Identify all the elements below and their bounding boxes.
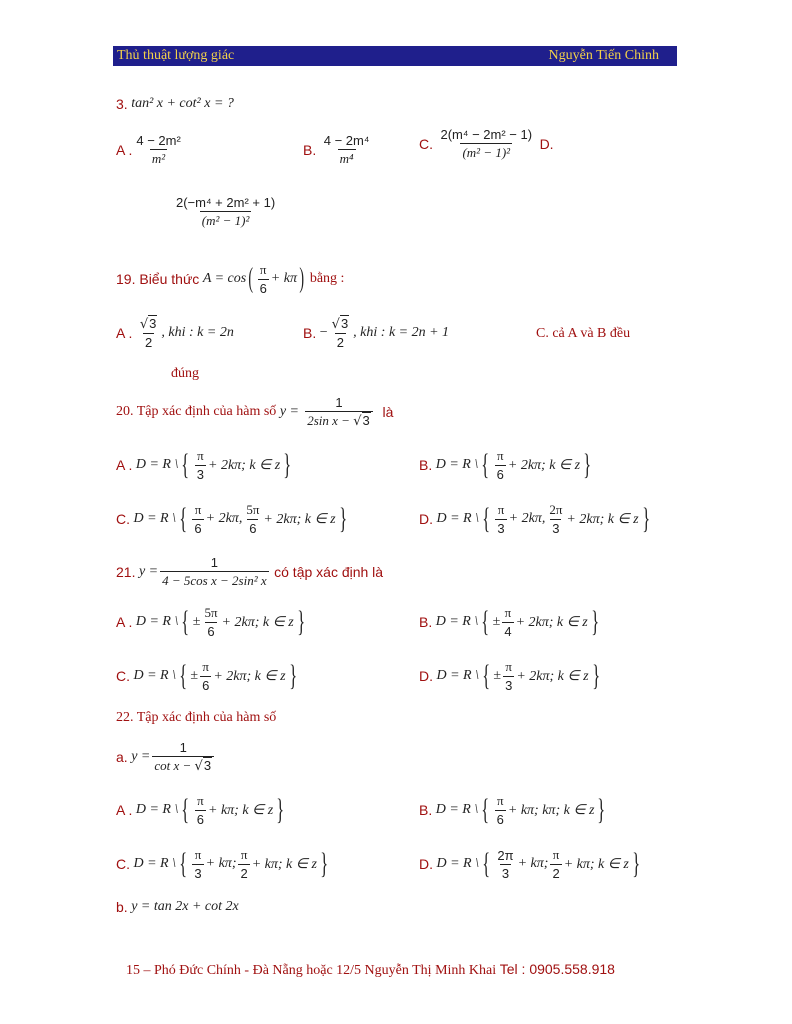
q20-option-c: C. D = R \ { $\frac{\pi}{6}$ + 2kπ, $\frac{5\pi}{6}$ + 2kπ; k ∈ z } xyxy=(116,502,347,536)
q21-question: 21. y = $\frac{1}{\text{4 − 5cos x − 2sin² x}}$ có tập xác định là xyxy=(116,555,384,588)
q19-option-c-cont: đúng xyxy=(171,366,199,381)
q3-option-b: B. $\frac{\text{4 − 2m⁴}}{\text{m⁴}}$ xyxy=(303,133,370,166)
q21-option-b: B. D = R \ { ± $\frac{\pi}{4}$ + 2kπ; k ∈ z } xyxy=(419,605,599,639)
q22-option-a: A . D = R \ { $\frac{\pi}{6}$ + kπ; k ∈ z } xyxy=(116,793,285,827)
q19-option-c: C. cả A và B đều xyxy=(536,326,631,341)
q21-option-c: C. D = R \ { ± $\frac{\pi}{6}$ + 2kπ; k ∈ z } xyxy=(116,659,297,693)
q22-option-b: B. D = R \ { $\frac{\pi}{6}$ + kπ; kπ; k ∈ z } xyxy=(419,793,606,827)
q22-option-c: C. D = R \ { $\frac{\pi}{3}$ + kπ; $\frac{\pi}{2}$ + kπ; k ∈ z } xyxy=(116,847,329,881)
q20-option-d: D. D = R \ { $\frac{\pi}{3}$ + 2kπ, $\frac{2\pi}{3}$ + 2kπ; k ∈ z } xyxy=(419,502,650,536)
q22-question: 22. Tập xác định của hàm số xyxy=(116,710,277,725)
footer-address: 15 – Phó Đức Chính - Đà Nẵng hoặc 12/5 Nguyễn Thị Minh Khai xyxy=(126,963,497,978)
q21-option-d: D. D = R \ { ± $\frac{\pi}{3}$ + 2kπ; k ∈ z } xyxy=(419,659,600,693)
q3-option-c: C. $\frac{\text{2(m⁴ − 2m² − 1)}}{\text{(m² − 1)²}}$ D. xyxy=(419,127,554,160)
q19-option-b: B. − $\frac{√3}{2}$ , khi : k = 2n + 1 xyxy=(303,316,450,350)
q20-option-b: B. D = R \ { $\frac{\pi}{6}$ + 2kπ; k ∈ z } xyxy=(419,448,592,482)
q20-option-a: A . D = R \ { $\frac{\pi}{3}$ + 2kπ; k ∈ z } xyxy=(116,448,292,482)
header-author: Nguyễn Tiến Chinh xyxy=(548,48,659,63)
q3-option-a: A . $\frac{\text{4 − 2m²}}{\text{m²}}$ xyxy=(116,133,181,166)
q19-question: 19. Biểu thức A = cos ( $\frac{\pi}{6}$ + kπ ) bằng : xyxy=(116,262,345,296)
page-header xyxy=(113,46,677,66)
page-footer xyxy=(126,961,615,979)
footer-phone: Tel : 0905.558.918 xyxy=(496,961,615,977)
q22-option-d: D. D = R \ { $\frac{2\pi}{3}$ + kπ; $\frac{\pi}{2}$ + kπ; k ∈ z } xyxy=(419,847,641,881)
q21-option-a: A . D = R \ { ± $\frac{5\pi}{6}$ + 2kπ; k ∈ z } xyxy=(116,605,305,639)
header-title: Thủ thuật lượng giác xyxy=(117,48,235,63)
q22-part-b: b. y = tan 2x + cot 2x xyxy=(116,899,239,915)
q20-question: 20. Tập xác định của hàm số y = $\frac{1}{\text{2sin x − √3}}$ là xyxy=(116,395,394,429)
q3-question: 3. tan² x + cot² x = ? xyxy=(116,96,234,112)
q22-part-a: a. y = $\frac{1}{\text{cot x − √3}}$ xyxy=(116,740,216,774)
q19-option-a: A . $\frac{√3}{2}$ , khi : k = 2n xyxy=(116,316,234,350)
q3-option-d: $\frac{\text{2(−m⁴ + 2m² + 1)}}{\text{(m² − 1)²}}$ xyxy=(176,195,276,228)
